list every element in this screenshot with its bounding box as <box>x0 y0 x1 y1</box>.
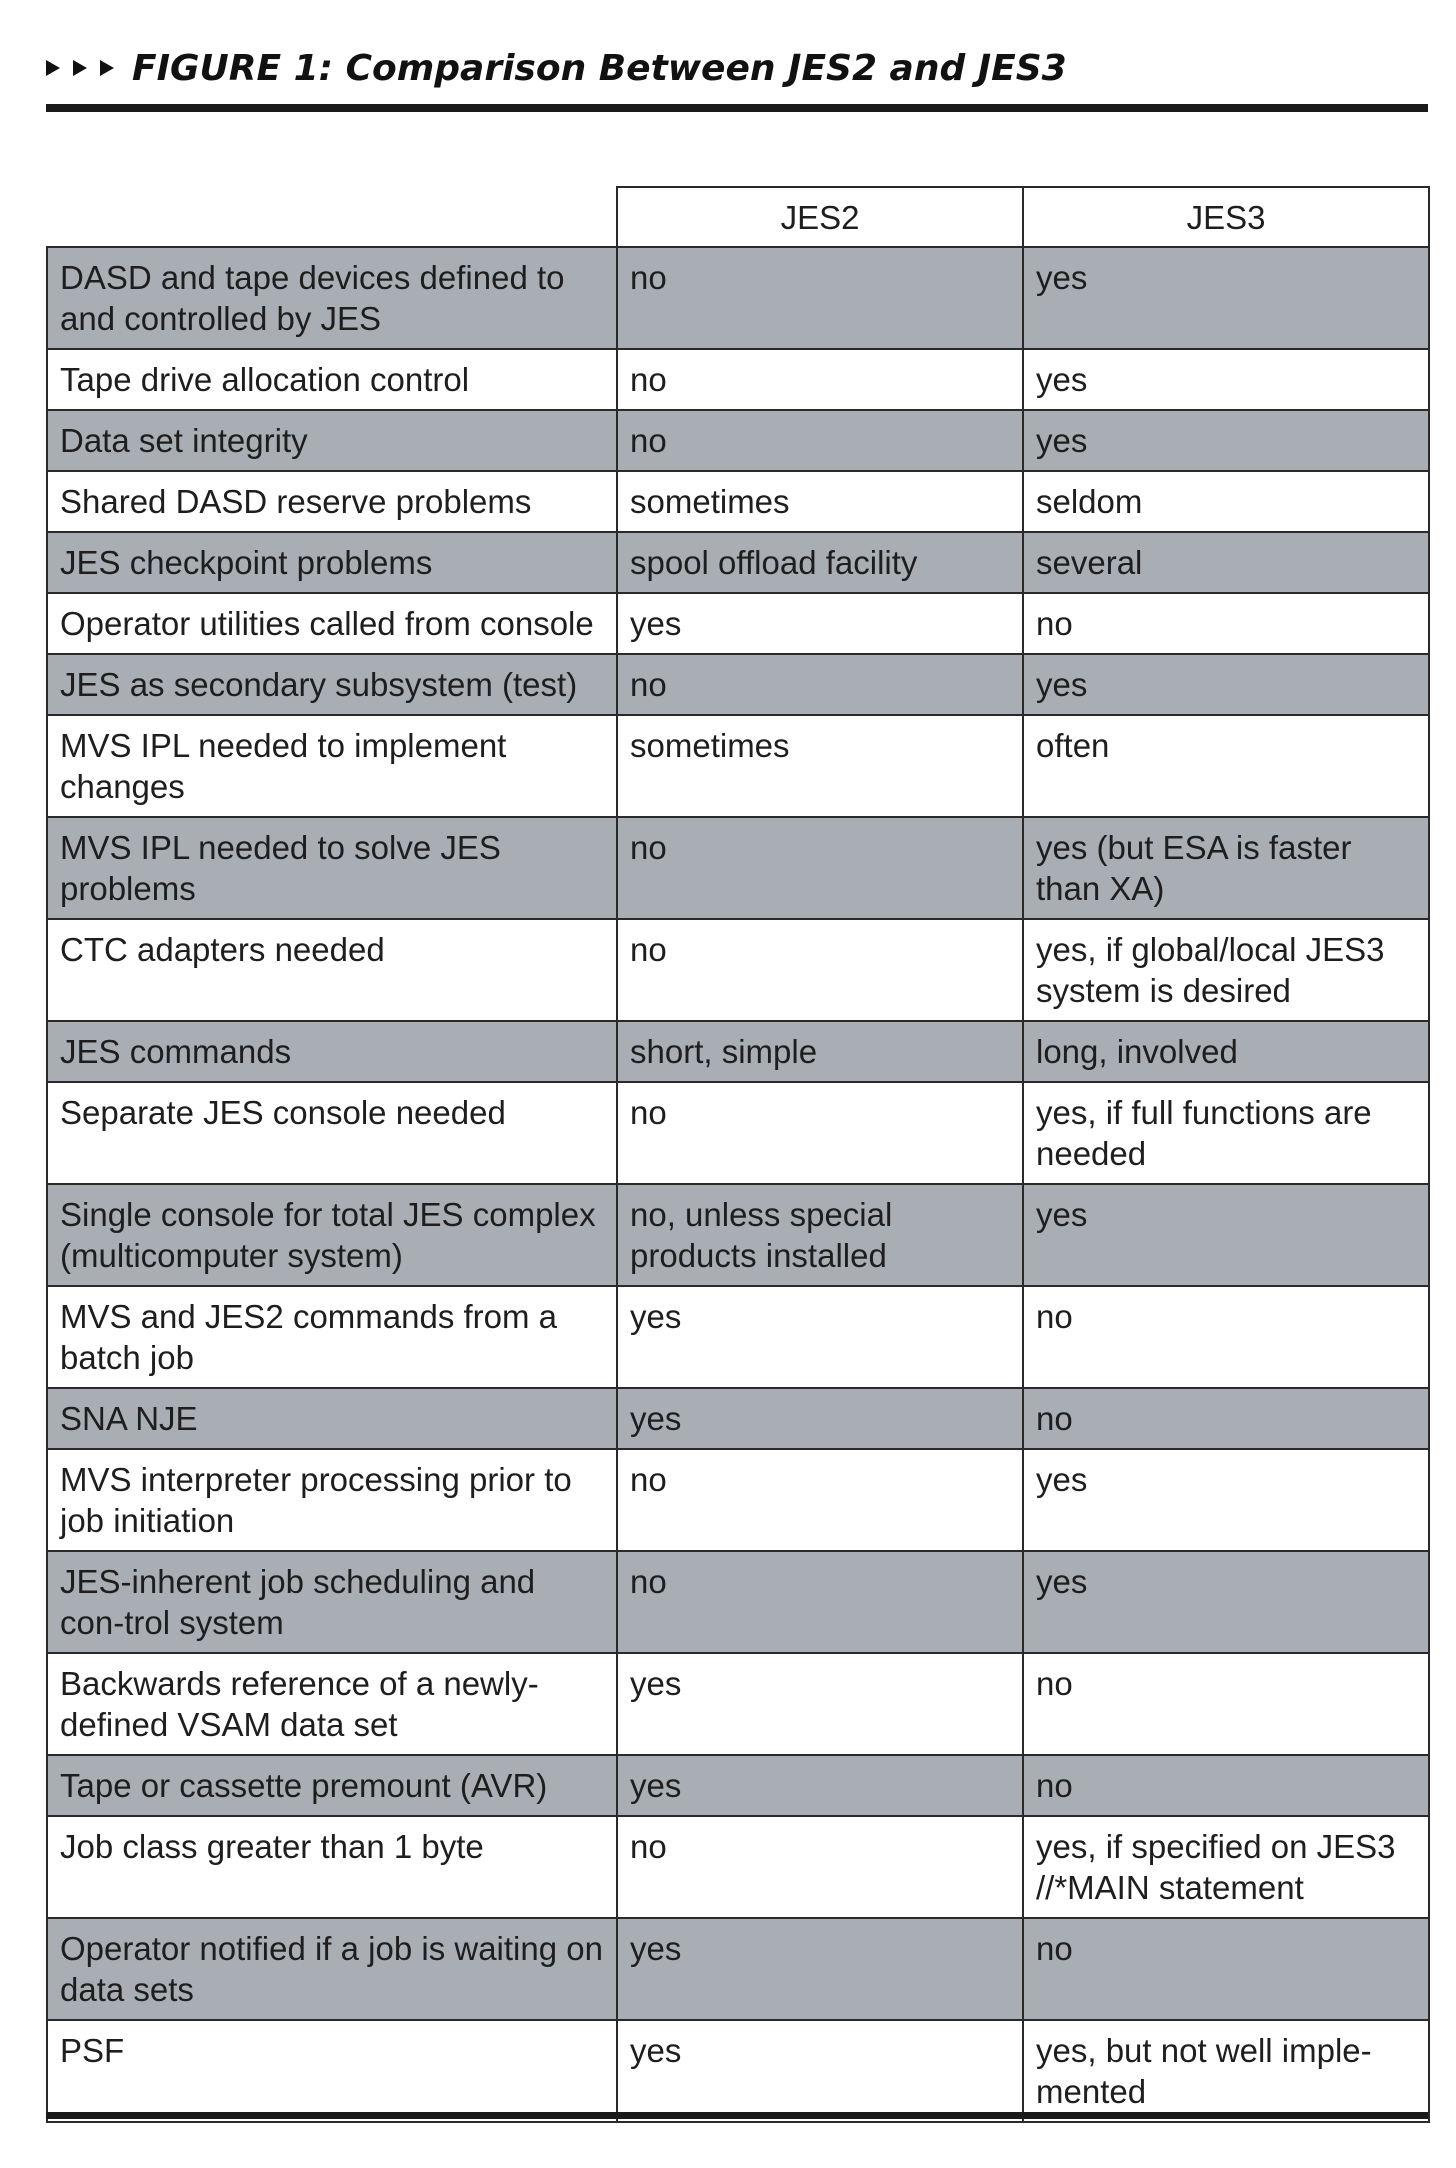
jes2-cell: yes <box>617 593 1023 654</box>
jes2-cell: no <box>617 410 1023 471</box>
table-row <box>47 1388 1429 1449</box>
jes2-cell: no, unless special products installed <box>617 1184 1023 1286</box>
column-header-jes3: JES3 <box>1023 187 1429 247</box>
table-row <box>47 1918 1429 2020</box>
feature-cell: JES-inherent job scheduling and con-trol system <box>47 1551 617 1653</box>
table-row <box>47 1184 1429 1286</box>
feature-cell: MVS IPL needed to solve JES problems <box>47 817 617 919</box>
jes3-cell: yes <box>1023 410 1429 471</box>
feature-cell: JES checkpoint problems <box>47 532 617 593</box>
jes3-cell: yes <box>1023 1551 1429 1653</box>
column-header-jes2: JES2 <box>617 187 1023 247</box>
feature-cell: MVS and JES2 commands from a batch job <box>47 1286 617 1388</box>
table-row <box>47 2020 1429 2122</box>
table-header-row <box>47 187 1429 247</box>
feature-cell: Separate JES console needed <box>47 1082 617 1184</box>
table-row <box>47 247 1429 349</box>
jes3-cell: yes (but ESA is faster than XA) <box>1023 817 1429 919</box>
jes3-cell: yes, if full functions are needed <box>1023 1082 1429 1184</box>
table-row <box>47 715 1429 817</box>
jes2-cell: yes <box>617 2020 1023 2122</box>
jes2-cell: no <box>617 1449 1023 1551</box>
feature-cell: Shared DASD reserve problems <box>47 471 617 532</box>
table-row <box>47 1816 1429 1918</box>
jes2-cell: no <box>617 1082 1023 1184</box>
top-rule <box>46 104 1428 112</box>
table-row <box>47 817 1429 919</box>
jes3-cell: yes <box>1023 349 1429 410</box>
jes2-cell: no <box>617 247 1023 349</box>
feature-cell: MVS interpreter processing prior to job initiation <box>47 1449 617 1551</box>
jes2-cell: no <box>617 817 1023 919</box>
jes3-cell: yes, if specified on JES3 //*MAIN statement <box>1023 1816 1429 1918</box>
jes3-cell: long, involved <box>1023 1021 1429 1082</box>
jes2-cell: no <box>617 1816 1023 1918</box>
jes2-cell: yes <box>617 1755 1023 1816</box>
triangle-arrow-icon <box>73 60 87 76</box>
jes3-cell: several <box>1023 532 1429 593</box>
jes3-cell: often <box>1023 715 1429 817</box>
jes3-cell: no <box>1023 593 1429 654</box>
jes3-cell: no <box>1023 1755 1429 1816</box>
table-row <box>47 593 1429 654</box>
jes3-cell: yes <box>1023 1449 1429 1551</box>
feature-cell: Single console for total JES complex (multicomputer system) <box>47 1184 617 1286</box>
feature-cell: JES as secondary subsystem (test) <box>47 654 617 715</box>
table-row <box>47 1755 1429 1816</box>
column-header-feature <box>47 187 617 247</box>
comparison-table <box>46 186 1430 2123</box>
jes2-cell: no <box>617 1551 1023 1653</box>
jes3-cell: yes <box>1023 247 1429 349</box>
feature-cell: Backwards reference of a newly-defined VSAM data set <box>47 1653 617 1755</box>
feature-cell: Data set integrity <box>47 410 617 471</box>
feature-cell: Operator utilities called from console <box>47 593 617 654</box>
table-row <box>47 1286 1429 1388</box>
triangle-arrow-icon <box>100 60 114 76</box>
bottom-rule <box>46 2112 1428 2119</box>
jes2-cell: yes <box>617 1388 1023 1449</box>
table-row <box>47 410 1429 471</box>
jes2-cell: yes <box>617 1286 1023 1388</box>
jes2-cell: spool offload facility <box>617 532 1023 593</box>
feature-cell: Operator notified if a job is waiting on data sets <box>47 1918 617 2020</box>
feature-cell: Job class greater than 1 byte <box>47 1816 617 1918</box>
bullet-arrows <box>46 60 114 76</box>
table-row <box>47 1021 1429 1082</box>
triangle-arrow-icon <box>46 60 60 76</box>
table-row <box>47 1551 1429 1653</box>
feature-cell: CTC adapters needed <box>47 919 617 1021</box>
feature-cell: Tape drive allocation control <box>47 349 617 410</box>
jes2-cell: sometimes <box>617 715 1023 817</box>
jes2-cell: no <box>617 919 1023 1021</box>
jes2-cell: sometimes <box>617 471 1023 532</box>
feature-cell: Tape or cassette premount (AVR) <box>47 1755 617 1816</box>
jes3-cell: no <box>1023 1653 1429 1755</box>
jes2-cell: yes <box>617 1653 1023 1755</box>
table-row <box>47 654 1429 715</box>
figure-header <box>46 44 1426 92</box>
jes3-cell: no <box>1023 1286 1429 1388</box>
jes3-cell: yes <box>1023 654 1429 715</box>
jes3-cell: yes, if global/local JES3 system is desired <box>1023 919 1429 1021</box>
jes3-cell: yes <box>1023 1184 1429 1286</box>
feature-cell: SNA NJE <box>47 1388 617 1449</box>
table-row <box>47 471 1429 532</box>
jes2-cell: yes <box>617 1918 1023 2020</box>
jes3-cell: no <box>1023 1388 1429 1449</box>
jes2-cell: short, simple <box>617 1021 1023 1082</box>
feature-cell: PSF <box>47 2020 617 2122</box>
jes3-cell: no <box>1023 1918 1429 2020</box>
table-row <box>47 919 1429 1021</box>
feature-cell: DASD and tape devices defined to and controlled by JES <box>47 247 617 349</box>
table-row <box>47 349 1429 410</box>
table-row <box>47 1449 1429 1551</box>
feature-cell: MVS IPL needed to implement changes <box>47 715 617 817</box>
figure-title: FIGURE 1: Comparison Between JES2 and JES3 <box>132 47 1067 89</box>
table-row <box>47 532 1429 593</box>
table-row <box>47 1653 1429 1755</box>
table-row <box>47 1082 1429 1184</box>
jes2-cell: no <box>617 349 1023 410</box>
jes3-cell: seldom <box>1023 471 1429 532</box>
jes3-cell: yes, but not well imple-mented <box>1023 2020 1429 2122</box>
jes2-cell: no <box>617 654 1023 715</box>
feature-cell: JES commands <box>47 1021 617 1082</box>
